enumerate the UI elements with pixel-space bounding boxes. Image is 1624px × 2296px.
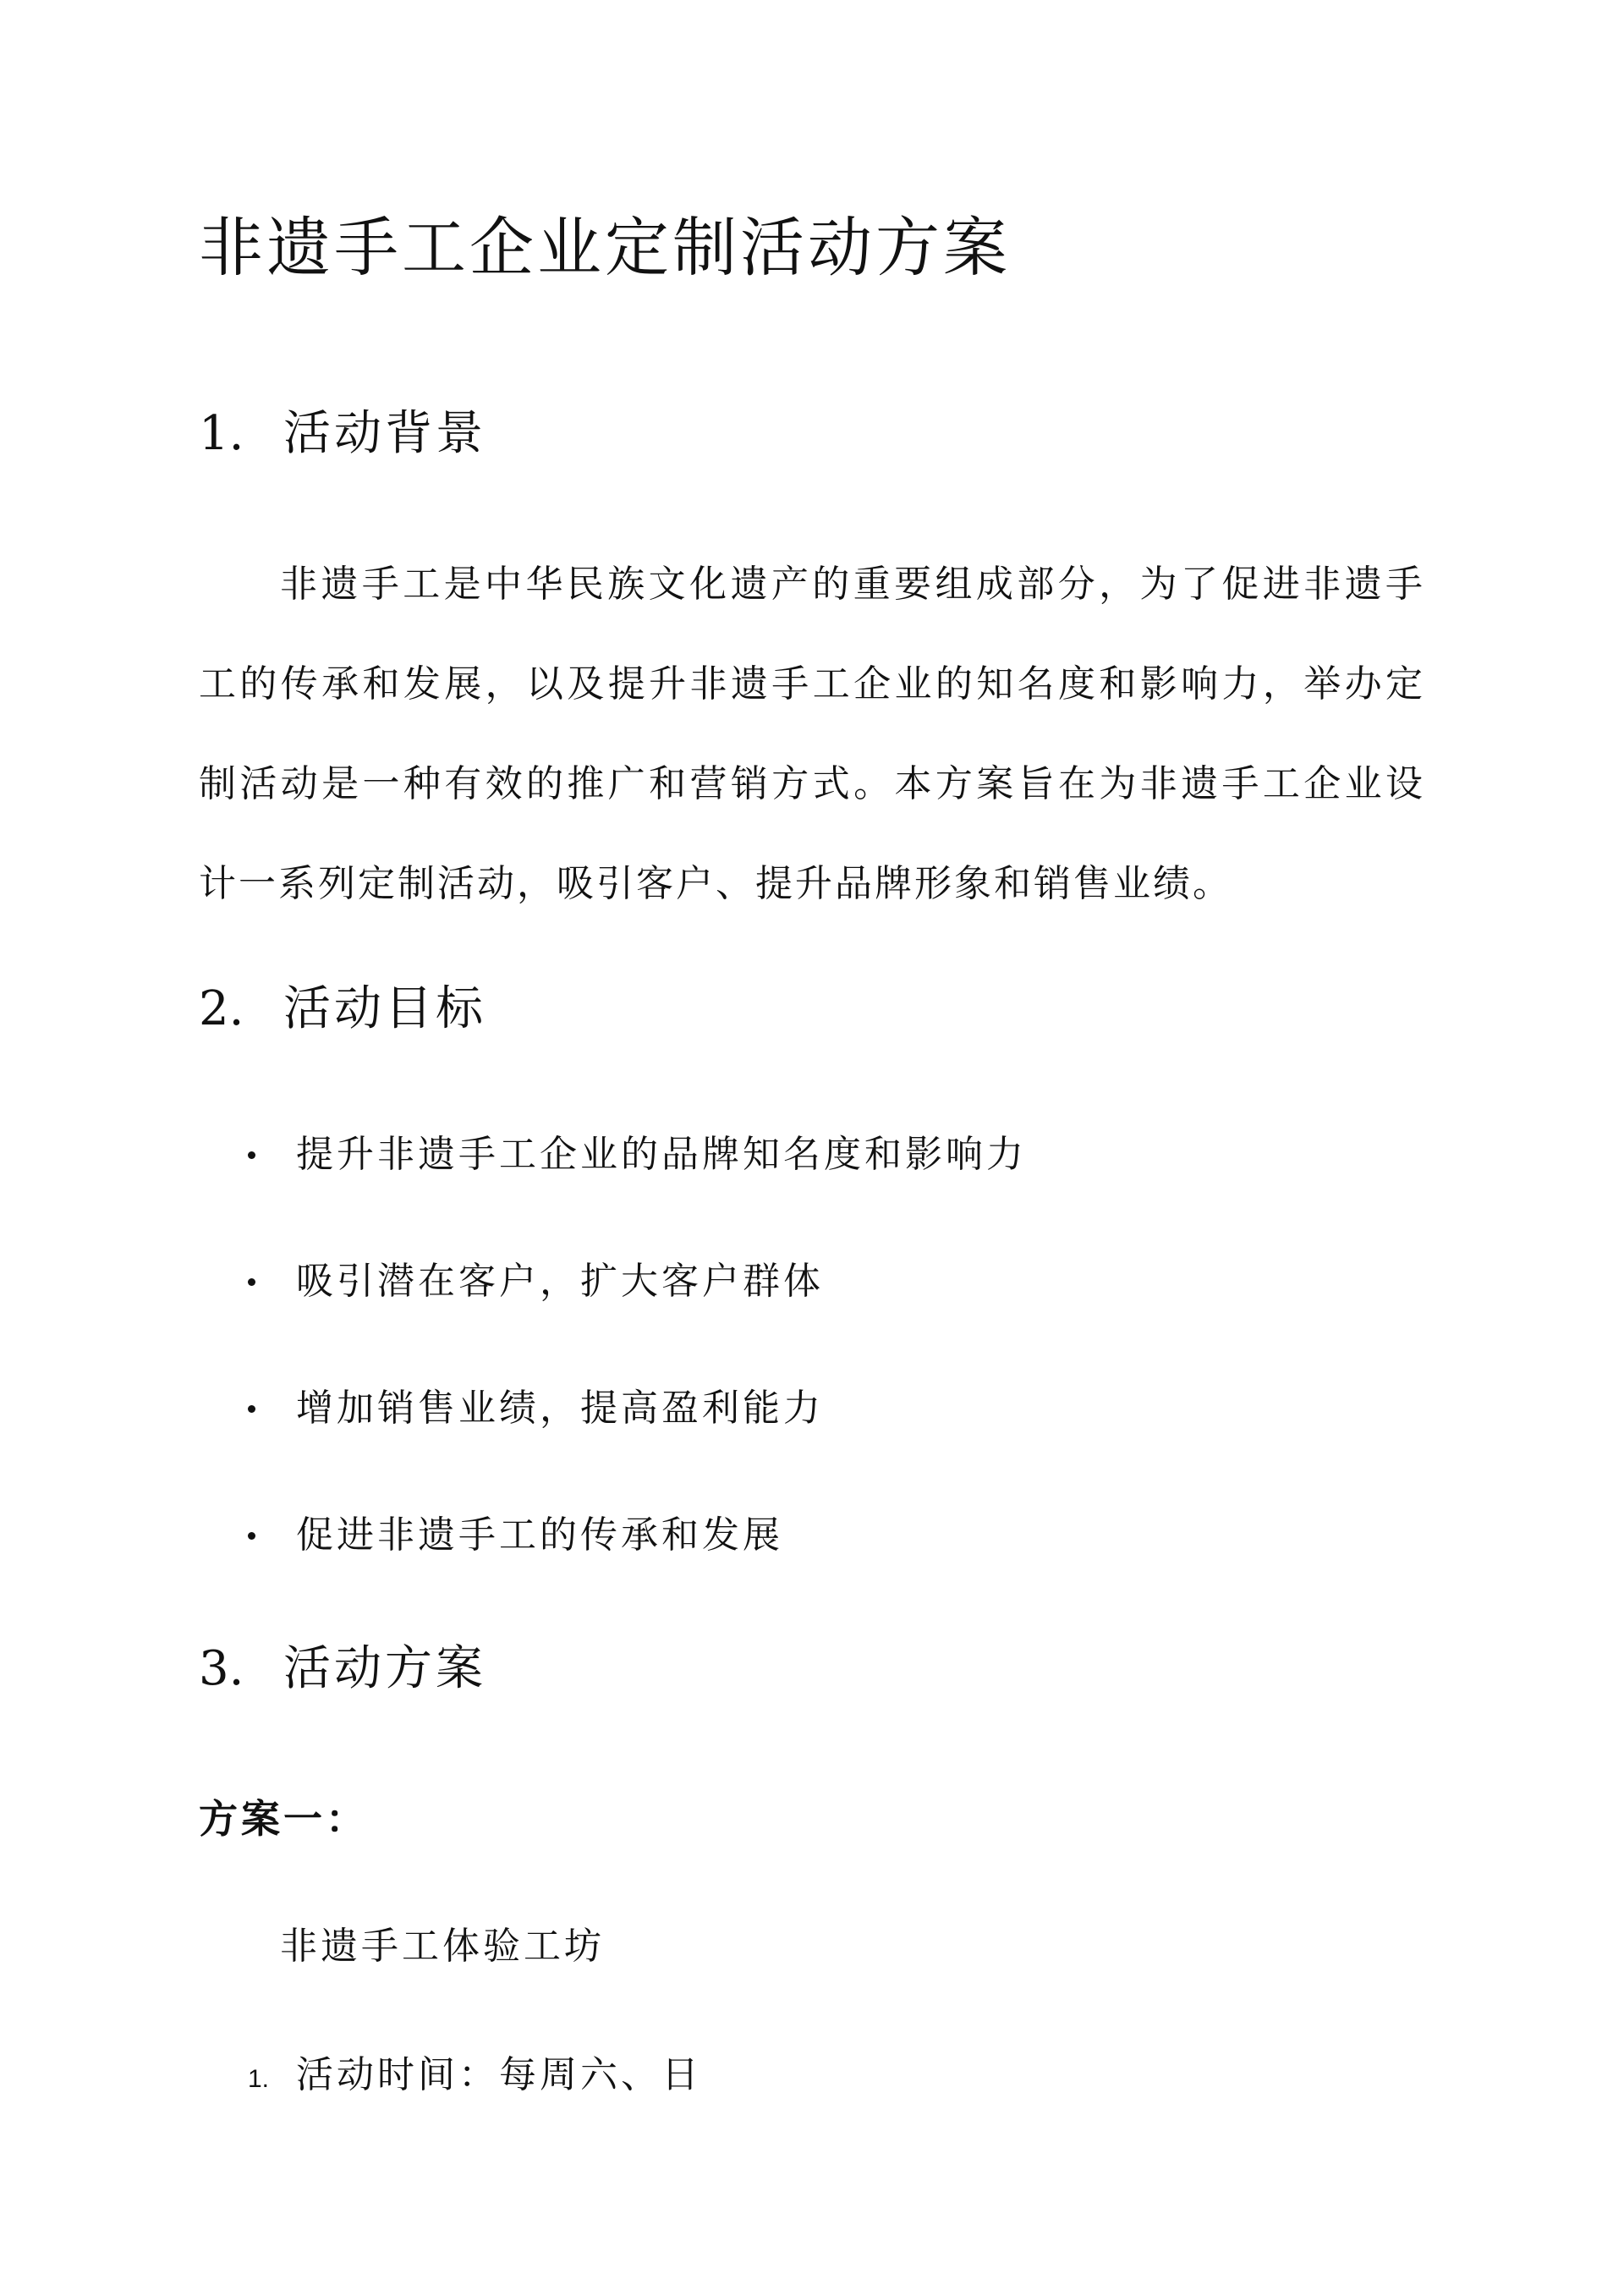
section-title: 活动方案	[283, 1641, 486, 1696]
section-heading-background	[199, 396, 486, 464]
plan-detail-item	[199, 2044, 702, 2098]
plan-label: 方案一：	[199, 1796, 368, 1842]
bullet-icon	[248, 1278, 255, 1286]
section-number: 1.	[199, 406, 244, 461]
section-number: 2.	[199, 981, 244, 1036]
plan-detail-text: 活动时间：每周六、日	[296, 2053, 702, 2096]
section-heading-plan	[199, 1631, 486, 1699]
document-title: 非遗手工企业定制活动方案	[199, 210, 1011, 285]
bullet-icon	[248, 1151, 255, 1159]
section-title: 活动目标	[283, 981, 486, 1036]
plan-name: 非遗手工体验工坊	[280, 1925, 605, 1968]
background-paragraph: 非遗手工是中华民族文化遗产的重要组成部分，为了促进非遗手工的传承和发展，以及提升非遗手工企业的知名度和影响力，举办定制活动是一种有效的推广和营销方式。本方案旨在为非遗手工企业设计一系列定制活动，吸引客户、提升品牌形象和销售业绩。	[199, 563, 1425, 905]
section-heading-goals	[199, 971, 486, 1039]
goal-text: 促进非遗手工的传承和发展	[296, 1513, 783, 1557]
bullet-icon	[248, 1532, 255, 1540]
bullet-icon	[248, 1405, 255, 1413]
section-title: 活动背景	[283, 406, 486, 461]
plan-detail-number-wrap	[199, 2065, 296, 2094]
goal-text: 增加销售业绩，提高盈利能力	[296, 1387, 824, 1430]
goal-text: 吸引潜在客户，扩大客户群体	[296, 1260, 824, 1303]
section-number: 3.	[199, 1641, 244, 1696]
goal-text: 提升非遗手工企业的品牌知名度和影响力	[296, 1133, 1027, 1176]
plan-detail-number: 1.	[247, 2065, 269, 2093]
